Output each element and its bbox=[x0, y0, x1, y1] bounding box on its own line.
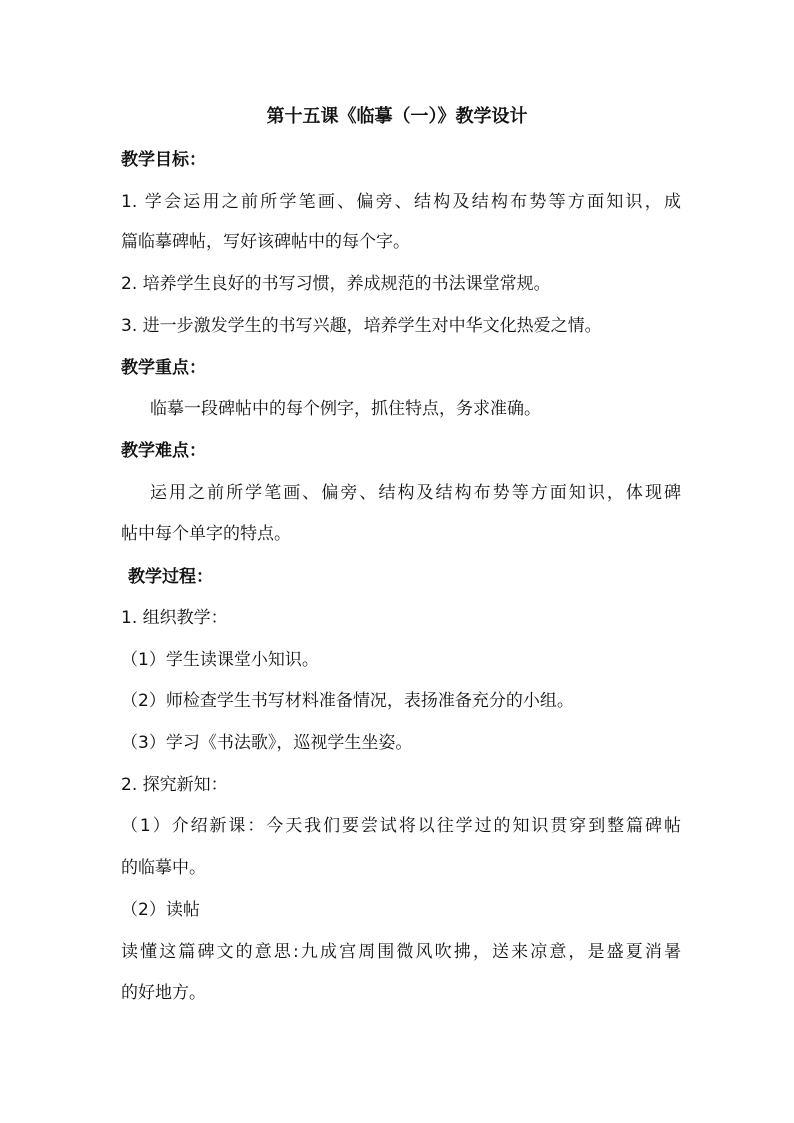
process-step-1-sub-3: （3）学习《书法歌》，巡视学生坐姿。 bbox=[121, 733, 413, 753]
difficulties-line-1: 运用之前所学笔画、偏旁、结构及结构布势等方面知识，体现碑 bbox=[150, 483, 681, 503]
difficulties-heading: 教学难点： bbox=[121, 441, 206, 461]
process-step-1-sub-1: （1）学生读课堂小知识。 bbox=[121, 650, 319, 670]
goal-item-3: 3. 进一步激发学生的书写兴趣，培养学生对中华文化热爱之情。 bbox=[121, 316, 602, 336]
process-heading: 教学过程： bbox=[128, 567, 213, 587]
process-step-2-sub-1-line-2: 的临摹中。 bbox=[121, 858, 206, 878]
goals-heading: 教学目标： bbox=[121, 150, 206, 170]
key-points-text: 临摹一段碑帖中的每个例字，抓住特点，务求准确。 bbox=[150, 399, 541, 419]
process-step-2-sub-2: （2）读帖 bbox=[121, 900, 200, 920]
goal-item-1-line-2: 篇临摹碑帖，写好该碑帖中的每个字。 bbox=[121, 232, 410, 252]
goal-item-2: 2. 培养学生良好的书写习惯，养成规范的书法课堂常规。 bbox=[121, 274, 551, 294]
process-step-1: 1. 组织教学： bbox=[121, 608, 228, 628]
difficulties-line-2: 帖中每个单字的特点。 bbox=[121, 524, 291, 544]
key-points-heading: 教学重点： bbox=[121, 358, 206, 378]
process-step-1-sub-2: （2）师检查学生书写材料准备情况，表扬准备充分的小组。 bbox=[121, 691, 574, 711]
process-step-2-sub-1-line-1: （1）介绍新课：今天我们要尝试将以往学过的知识贯穿到整篇碑帖 bbox=[121, 816, 681, 836]
goal-item-1-line-1: 1. 学会运用之前所学笔画、偏旁、结构及结构布势等方面知识，成 bbox=[121, 192, 681, 212]
process-step-2-paragraph-line-1: 读懂这篇碑文的意思:九成宫周围微风吹拂，送来凉意，是盛夏消暑 bbox=[121, 942, 681, 962]
process-step-2-paragraph-line-2: 的好地方。 bbox=[121, 983, 206, 1003]
document-title: 第十五课《临摹（一）》教学设计 bbox=[266, 106, 528, 127]
process-step-2: 2. 探究新知： bbox=[121, 775, 228, 795]
